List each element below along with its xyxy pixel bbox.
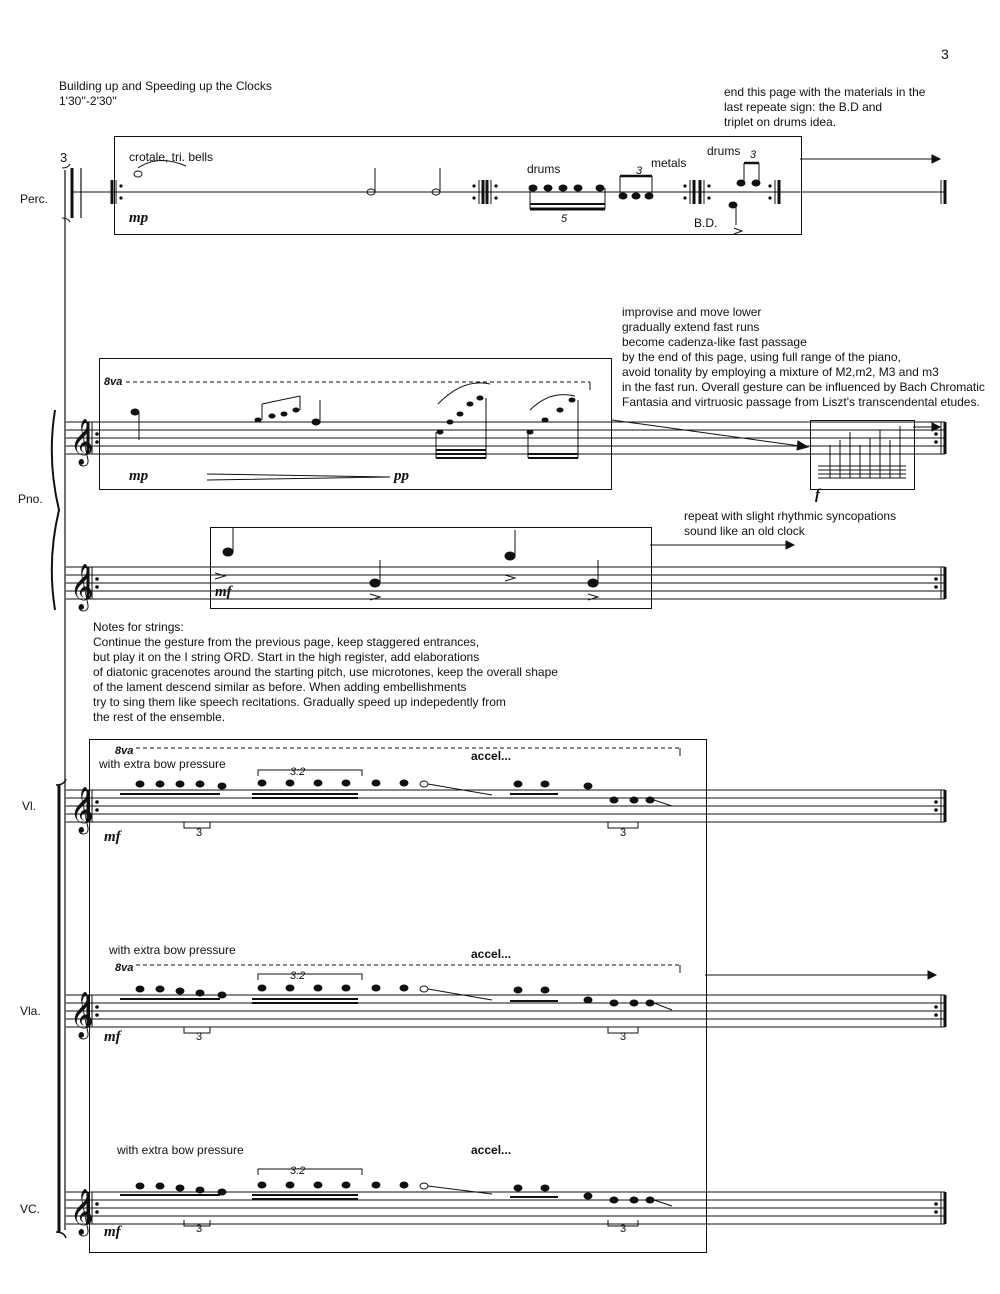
vla-bow-pressure: with extra bow pressure (109, 943, 236, 957)
piano-rh-notes (131, 383, 578, 458)
piano-instruction-5: avoid tonality by employing a mixture of M2,m2, M3 and m3 (622, 365, 939, 379)
piano-dyn-f: f (815, 487, 820, 503)
perc-bd-label: B.D. (694, 216, 718, 230)
perc-note-line-3: triplet on drums idea. (724, 115, 837, 129)
treble-clef-icon: 𝄞 (70, 1189, 94, 1235)
piano-lh-note-2: sound like an old clock (684, 524, 805, 538)
perc-tuplet-3b: 3 (750, 149, 757, 161)
strings-note-3: of diatonic gracenotes around the starting pitch, use microtones, keep the overall shape (93, 665, 558, 679)
strings-note-5: try to sing them like speech recitations. Gradually speed up indepedently from (93, 695, 506, 709)
vl-accel: accel... (471, 749, 512, 763)
string-notes (120, 770, 672, 1226)
perc-tuplet-3a: 3 (636, 165, 643, 177)
piano-instruction-1: improvise and move lower (622, 305, 762, 319)
vc-bow-pressure: with extra bow pressure (117, 1143, 244, 1157)
instrument-label-vc: VC. (20, 1202, 41, 1216)
vl-dynamic: mf (104, 829, 121, 845)
perc-drums-label-2: drums (707, 144, 741, 158)
vl-bow-pressure: with extra bow pressure (99, 757, 226, 771)
treble-clef-icon: 𝄞 (70, 564, 94, 610)
vc-dynamic: mf (104, 1224, 121, 1240)
strings-notes-heading: Notes for strings: (93, 620, 184, 634)
section-timing: 1'30''-2'30'' (59, 94, 117, 108)
vc-triplet-2: 3 (620, 1223, 627, 1235)
instrument-label-perc: Perc. (20, 192, 49, 206)
piano-ottava: 8va (104, 376, 123, 388)
vla-ratio: 3:2 (290, 970, 306, 982)
vc-triplet-1: 3 (196, 1223, 203, 1235)
instrument-label-pno: Pno. (18, 492, 43, 506)
treble-clef-icon: 𝄞 (70, 992, 94, 1038)
piano-rh-staff (66, 422, 945, 454)
strings-note-6: the rest of the ensemble. (93, 710, 226, 724)
cadenza-graphic (818, 426, 906, 478)
vla-ottava: 8va (115, 962, 134, 974)
piano-instruction-7: Fantasia and virtruosic passage from Liszt's transcendental etudes. (622, 395, 980, 409)
strings-note-2: but play it on the I string ORD. Start in the high register, add elaborations (93, 650, 480, 664)
piano-instruction-4: by the end of this page, using full range of the piano, (622, 350, 901, 364)
perc-drums-label-1: drums (527, 162, 561, 176)
perc-metals-label: metals (651, 156, 687, 170)
piano-dyn-mp: mp (129, 468, 149, 484)
vc-notes (120, 1182, 672, 1206)
vl-triplet-2: 3 (620, 827, 627, 839)
treble-clef-icon: 𝄞 (70, 419, 94, 465)
perc-dynamic: mp (129, 210, 149, 226)
page-number: 3 (941, 46, 949, 62)
vla-triplet-1: 3 (196, 1031, 203, 1043)
instrument-label-vl: Vl. (22, 799, 37, 813)
strings-note-1: Continue the gesture from the previous page, keep staggered entrances, (93, 635, 480, 649)
vc-ratio: 3:2 (290, 1165, 306, 1177)
piano-dyn-pp: pp (394, 468, 409, 484)
vl-ratio: 3:2 (290, 766, 306, 778)
vla-triplet-2: 3 (620, 1031, 627, 1043)
strings-note-4: of the lament descend similar as before. When adding embellishments (93, 680, 467, 694)
instrument-label-vla: Vla. (20, 1004, 41, 1018)
piano-dyn-mf: mf (215, 584, 232, 600)
perc-note-line-2: last repeate sign: the B.D and (724, 100, 883, 114)
vl-notes (120, 780, 672, 806)
piano-instruction-2: gradually extend fast runs (622, 320, 760, 334)
piano-lh-staff (66, 567, 945, 599)
piano-instruction-3: become cadenza-like fast passage (622, 335, 807, 349)
perc-note-line-1: end this page with the materials in the (724, 85, 926, 99)
section-title: Building up and Speeding up the Clocks (59, 79, 272, 93)
perc-crotale-label: crotale, tri. bells (129, 150, 214, 164)
piano-lh-note-1: repeat with slight rhythmic syncopations (684, 509, 897, 523)
piano-lh-notes (215, 527, 598, 600)
measure-number: 3 (60, 150, 68, 165)
perc-tuplet-5: 5 (561, 213, 568, 225)
vla-notes (120, 985, 672, 1010)
vc-staff (66, 1192, 945, 1224)
vc-accel: accel... (471, 1143, 512, 1157)
perc-notes (134, 160, 760, 234)
vl-ottava: 8va (115, 745, 134, 757)
vla-accel: accel... (471, 947, 512, 961)
vla-dynamic: mf (104, 1029, 121, 1045)
treble-clef-icon: 𝄞 (70, 787, 94, 833)
vl-triplet-1: 3 (196, 827, 203, 839)
piano-instruction-6: in the fast run. Overall gesture can be influenced by Bach Chromatic (622, 380, 985, 394)
